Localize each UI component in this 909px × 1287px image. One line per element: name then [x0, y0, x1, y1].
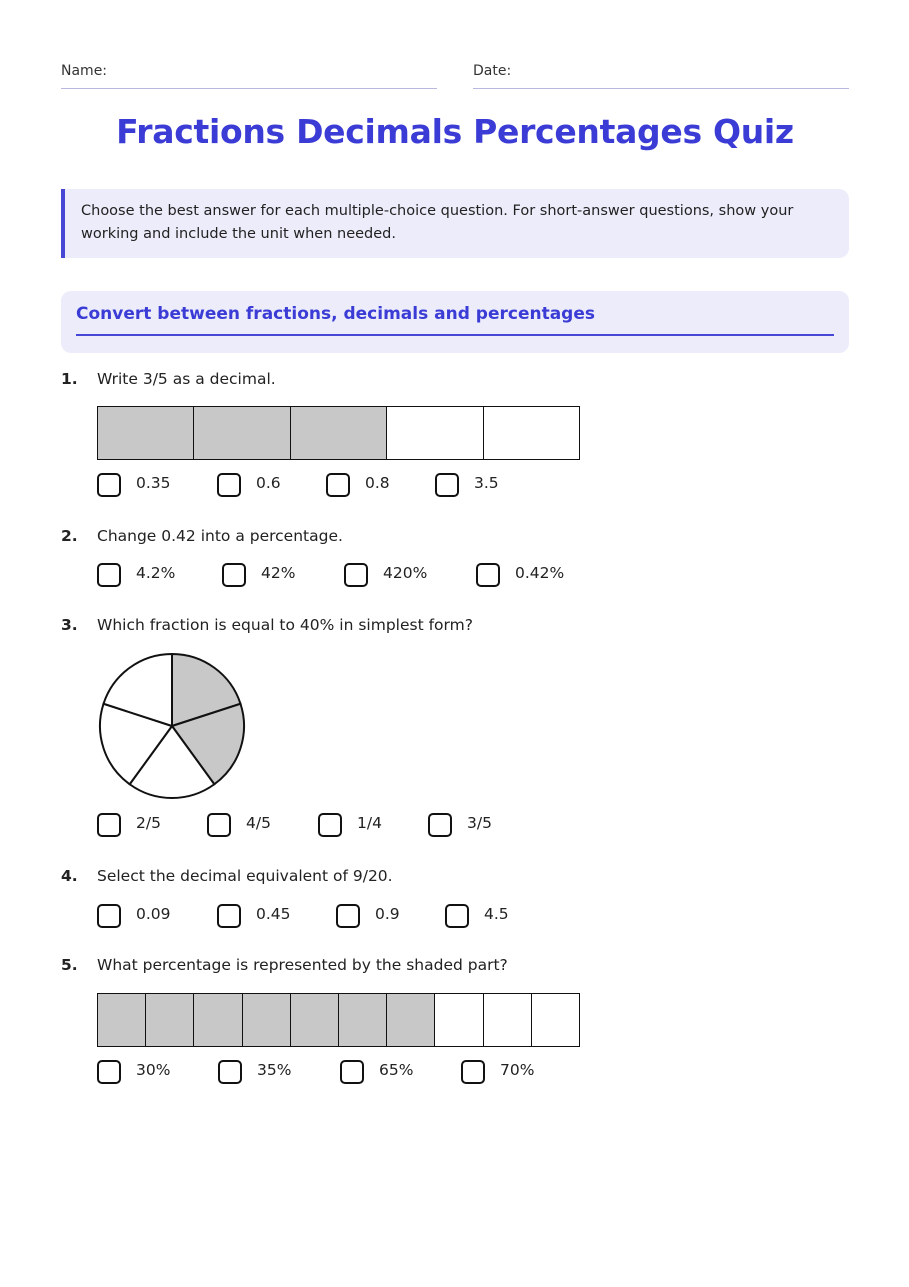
question-text-5: What percentage is represented by the shaded part? — [97, 956, 508, 974]
checkbox[interactable] — [461, 1060, 485, 1084]
bar-cell — [435, 994, 483, 1046]
option-label: 4.2% — [136, 564, 176, 582]
name-field[interactable] — [61, 62, 437, 89]
bar-cell — [387, 407, 483, 459]
option-label: 65% — [379, 1061, 414, 1079]
checkbox[interactable] — [207, 813, 231, 837]
option-label: 3/5 — [467, 814, 492, 832]
question-text-2: Change 0.42 into a percentage. — [97, 527, 343, 545]
checkbox[interactable] — [318, 813, 342, 837]
question-number-3: 3. — [61, 616, 78, 634]
checkbox[interactable] — [336, 904, 360, 928]
option-label: 3.5 — [474, 474, 499, 492]
checkbox[interactable] — [97, 473, 121, 497]
option-label: 0.35 — [136, 474, 171, 492]
page-title: Fractions Decimals Percentages Quiz — [116, 112, 794, 151]
bar-cell-shaded — [291, 994, 339, 1046]
checkbox[interactable] — [344, 563, 368, 587]
option-label: 4.5 — [484, 905, 509, 923]
bar-cell-shaded — [98, 994, 146, 1046]
bar-model-q5 — [97, 993, 580, 1047]
bar-cell-shaded — [146, 994, 194, 1046]
pie-chart-q3 — [98, 652, 246, 800]
bar-model-q1 — [97, 406, 580, 460]
bar-cell-shaded — [194, 407, 290, 459]
bar-cell — [532, 994, 579, 1046]
option-label: 30% — [136, 1061, 171, 1079]
checkbox[interactable] — [435, 473, 459, 497]
checkbox[interactable] — [218, 1060, 242, 1084]
name-label: Name: — [61, 63, 108, 79]
checkbox[interactable] — [428, 813, 452, 837]
option-label: 70% — [500, 1061, 535, 1079]
option-label: 0.9 — [375, 905, 400, 923]
checkbox[interactable] — [222, 563, 246, 587]
instructions-panel: Choose the best answer for each multiple-choice question. For short-answer questions, show your working and include the unit when needed. — [61, 189, 849, 258]
bar-cell-shaded — [194, 994, 242, 1046]
option-label: 2/5 — [136, 814, 161, 832]
question-text-1: Write 3/5 as a decimal. — [97, 370, 276, 388]
checkbox[interactable] — [445, 904, 469, 928]
checkbox[interactable] — [326, 473, 350, 497]
option-label: 1/4 — [357, 814, 382, 832]
bar-cell — [484, 994, 532, 1046]
question-text-4: Select the decimal equivalent of 9/20. — [97, 867, 393, 885]
date-label: Date: — [473, 63, 512, 79]
checkbox[interactable] — [217, 473, 241, 497]
option-label: 0.09 — [136, 905, 171, 923]
option-label: 0.45 — [256, 905, 291, 923]
option-label: 0.6 — [256, 474, 281, 492]
checkbox[interactable] — [476, 563, 500, 587]
bar-cell-shaded — [339, 994, 387, 1046]
question-number-5: 5. — [61, 956, 78, 974]
question-number-1: 1. — [61, 370, 78, 388]
bar-cell — [484, 407, 579, 459]
checkbox[interactable] — [340, 1060, 364, 1084]
option-label: 42% — [261, 564, 296, 582]
bar-cell-shaded — [291, 407, 387, 459]
option-label: 4/5 — [246, 814, 271, 832]
option-label: 0.8 — [365, 474, 390, 492]
option-label: 420% — [383, 564, 428, 582]
option-label: 35% — [257, 1061, 292, 1079]
checkbox[interactable] — [97, 563, 121, 587]
question-number-4: 4. — [61, 867, 78, 885]
section-title: Convert between fractions, decimals and percentages — [76, 303, 834, 336]
checkbox[interactable] — [97, 813, 121, 837]
bar-cell-shaded — [243, 994, 291, 1046]
question-number-2: 2. — [61, 527, 78, 545]
date-field[interactable] — [473, 62, 849, 89]
bar-cell-shaded — [387, 994, 435, 1046]
bar-cell-shaded — [98, 407, 194, 459]
checkbox[interactable] — [97, 1060, 121, 1084]
question-text-3: Which fraction is equal to 40% in simplest form? — [97, 616, 473, 634]
checkbox[interactable] — [97, 904, 121, 928]
option-label: 0.42% — [515, 564, 565, 582]
section-header — [61, 291, 849, 353]
checkbox[interactable] — [217, 904, 241, 928]
